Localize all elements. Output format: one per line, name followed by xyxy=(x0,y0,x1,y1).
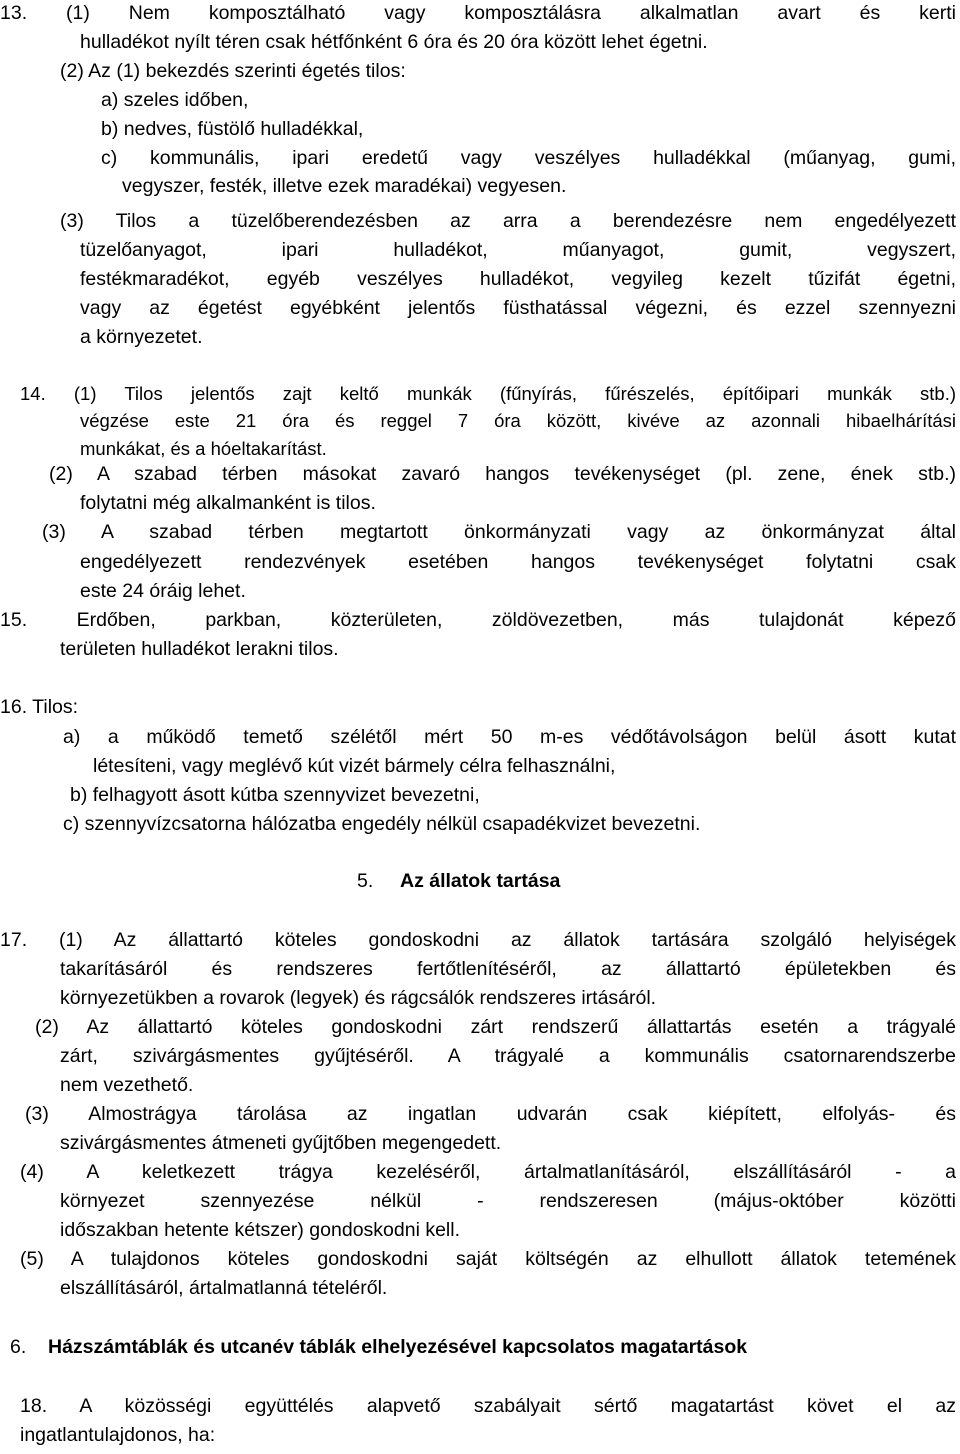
paragraph-17-3-line: (3) Almostrágya tárolása az ingatlan udvarán csak kiépített, elfolyás- és xyxy=(25,1103,956,1125)
section-heading-title: Házszámtáblák és utcanév táblák elhelyezésével kapcsolatos magatartások xyxy=(48,1336,748,1358)
paragraph-17-4-line: környezet szennyezése nélkül - rendszeresen (május-október közötti xyxy=(60,1190,956,1212)
paragraph-14-line: munkákat, és a hóeltakarítást. xyxy=(80,438,327,459)
list-item-b: b) nedves, füstölő hulladékkal, xyxy=(101,118,364,140)
paragraph-14-3-line: (3) A szabad térben megtartott önkormányzati vagy az önkormányzat által xyxy=(42,521,956,543)
paragraph-13-3-line: a környezetet. xyxy=(80,326,203,348)
paragraph-17-line: takarításáról és rendszeres fertőtlenítéséről, az állattartó épületekben és xyxy=(60,958,956,980)
section-heading-number: 6. xyxy=(10,1336,27,1358)
paragraph-17-4-line: időszakban hetente kétszer) gondoskodni kell. xyxy=(60,1219,460,1241)
list-item-b: b) felhagyott ásott kútba szennyvizet bevezetni, xyxy=(70,784,480,806)
list-item-c: c) kommunális, ipari eredetű vagy veszélyes hulladékkal (műanyag, gumi, xyxy=(101,147,956,169)
section-heading-number: 5. xyxy=(357,870,374,892)
paragraph-13-2-line: (2) Az (1) bekezdés szerinti égetés tilos: xyxy=(60,60,406,82)
paragraph-13-3-line: tüzelőanyagot, ipari hulladékot, műanyagot, gumit, vegyszert, xyxy=(80,239,956,261)
paragraph-17-2-line: zárt, szivárgásmentes gyűjtéséről. A trágyalé a kommunális csatornarendszerbe xyxy=(60,1045,956,1067)
paragraph-17-5-line: elszállításáról, ártalmatlanná tételéről. xyxy=(60,1277,388,1299)
paragraph-17-2-line: (2) Az állattartó köteles gondoskodni zárt rendszerű állattartás esetén a trágyalé xyxy=(35,1016,956,1038)
paragraph-17-3-line: szivárgásmentes átmeneti gyűjtőben megengedett. xyxy=(60,1132,502,1154)
paragraph-13-3-line: (3) Tilos a tüzelőberendezésben az arra a berendezésre nem engedélyezett xyxy=(60,210,956,232)
paragraph-15-line: területen hulladékot lerakni tilos. xyxy=(60,638,339,660)
paragraph-17-line: környezetükben a rovarok (legyek) és rágcsálók rendszeres irtásáról. xyxy=(60,987,657,1009)
paragraph-14-line: 14. (1) Tilos jelentős zajt keltő munkák (fűnyírás, fűrészelés, építőipari munkák stb.) xyxy=(20,383,956,404)
paragraph-18-line: ingatlantulajdonos, ha: xyxy=(20,1424,216,1446)
paragraph-16-line: 16. Tilos: xyxy=(0,696,79,718)
list-item-a: a) szeles időben, xyxy=(101,89,249,111)
paragraph-13-3-line: vagy az égetést egyébként jelentős füsthatással végezni, és ezzel szennyezni xyxy=(80,297,956,319)
paragraph-17-5-line: (5) A tulajdonos köteles gondoskodni saját költségén az elhullott állatok tetemének xyxy=(20,1248,956,1270)
list-item-a: a) a működő temető szélétől mért 50 m-es védőtávolságon belül ásott kutat xyxy=(63,726,956,748)
paragraph-14-3-line: este 24 óráig lehet. xyxy=(80,580,246,602)
paragraph-18-line: 18. A közösségi együttélés alapvető szabályait sértő magatartást követ el az xyxy=(20,1395,956,1417)
paragraph-13-3-line: festékmaradékot, egyéb veszélyes hulladékot, vegyileg kezelt tűzifát égetni, xyxy=(80,268,956,290)
section-heading-title: Az állatok tartása xyxy=(400,870,561,892)
paragraph-15-line: 15. Erdőben, parkban, közterületen, zöldövezetben, más tulajdonát képező xyxy=(0,609,956,631)
list-item-c: c) szennyvízcsatorna hálózatba engedély nélkül csapadékvizet bevezetni. xyxy=(63,813,701,835)
paragraph-13-line: 13. (1) Nem komposztálható vagy komposztálásra alkalmatlan avart és kerti xyxy=(0,2,956,24)
paragraph-14-2-line: folytatni még alkalmanként is tilos. xyxy=(80,492,376,514)
paragraph-14-3-line: engedélyezett rendezvények esetében hangos tevékenységet folytatni csak xyxy=(80,551,956,573)
list-item-a-continued: létesíteni, vagy meglévő kút vizét bármely célra felhasználni, xyxy=(93,755,616,777)
paragraph-17-4-line: (4) A keletkezett trágya kezeléséről, ártalmatlanításáról, elszállításáról - a xyxy=(20,1161,956,1183)
paragraph-17-line: 17. (1) Az állattartó köteles gondoskodni az állatok tartására szolgáló helyiségek xyxy=(0,929,956,951)
paragraph-13-line: hulladékot nyílt téren csak hétfőnként 6 óra és 20 óra között lehet égetni. xyxy=(80,31,708,53)
list-item-c-continued: vegyszer, festék, illetve ezek maradékai) vegyesen. xyxy=(122,175,567,197)
paragraph-17-2-line: nem vezethető. xyxy=(60,1074,194,1096)
paragraph-14-2-line: (2) A szabad térben másokat zavaró hangos tevékenységet (pl. zene, ének stb.) xyxy=(49,463,956,485)
paragraph-14-line: végzése este 21 óra és reggel 7 óra között, kivéve az azonnali hibaelhárítási xyxy=(80,410,956,431)
